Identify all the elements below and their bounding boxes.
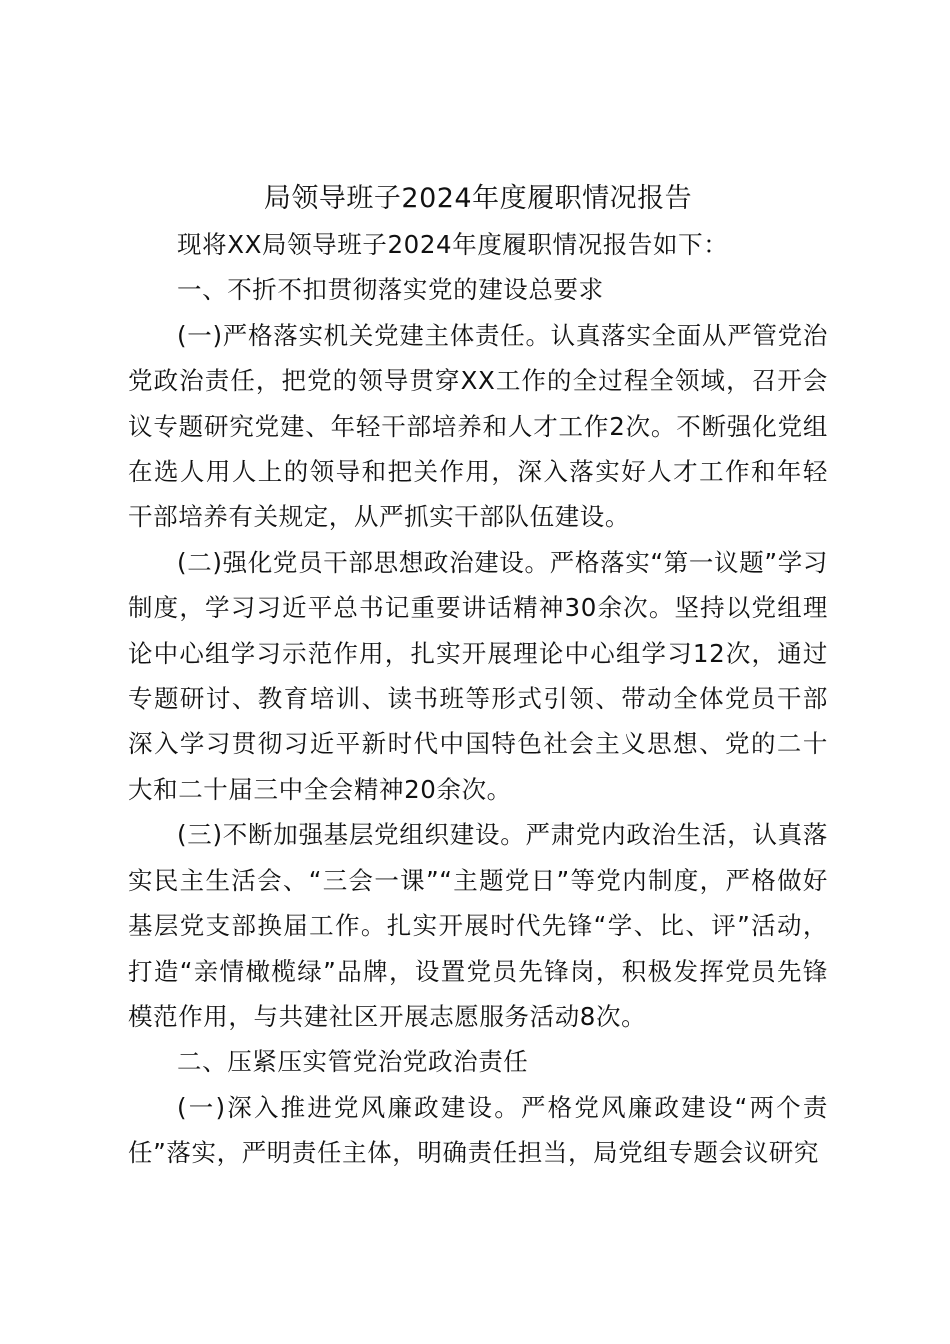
section-1-paragraph-2: (二)强化党员干部思想政治建设。严格落实“第一议题”学习制度，学习习近平总书记重要讲话精神30余次。坚持以党组理论中心组学习示范作用，扎实开展理论中心组学习12次，通过专题研讨、教育培训、读书班等形式引领、带动全体党员干部深入学习贯彻习近平新时代中国特色社会主义思想、党的二十大和二十届三中全会精神20余次。 (128, 547, 828, 804)
document-page (128, 176, 828, 1176)
section-1-paragraph-3: (三)不断加强基层党组织建设。严肃党内政治生活，认真落实民主生活会、“三会一课”“主题党日”等党内制度，严格做好基层党支部换届工作。扎实开展时代先锋“学、比、评”活动，打造“亲情橄榄绿”品牌，设置党员先锋岗，积极发挥党员先锋模范作用，与共建社区开展志愿服务活动8次。 (128, 820, 828, 1031)
document-title: 局领导班子2024年度履职情况报告 (263, 183, 693, 214)
section-1-paragraph-1: (一)严格落实机关党建主体责任。认真落实全面从严管党治党政治责任，把党的领导贯穿XX工作的全过程全领域，召开会议专题研究党建、年轻干部培养和人才工作2次。不断强化党组在选人用人上的领导和把关作用，深入落实好人才工作和年轻干部培养有关规定，从严抓实干部队伍建设。 (128, 320, 828, 532)
section-2-paragraph-1: (一)深入推进党风廉政建设。严格党风廉政建设“两个责任”落实，严明责任主体，明确责任担当，局党组专题会议研究 (128, 1092, 828, 1168)
section-2-heading: 二、压紧压实管党治党政治责任 (177, 1047, 529, 1077)
section-1-heading: 一、不折不扣贯彻落实党的建设总要求 (177, 275, 604, 305)
intro-paragraph: 现将XX局领导班子2024年度履职情况报告如下： (177, 230, 729, 259)
